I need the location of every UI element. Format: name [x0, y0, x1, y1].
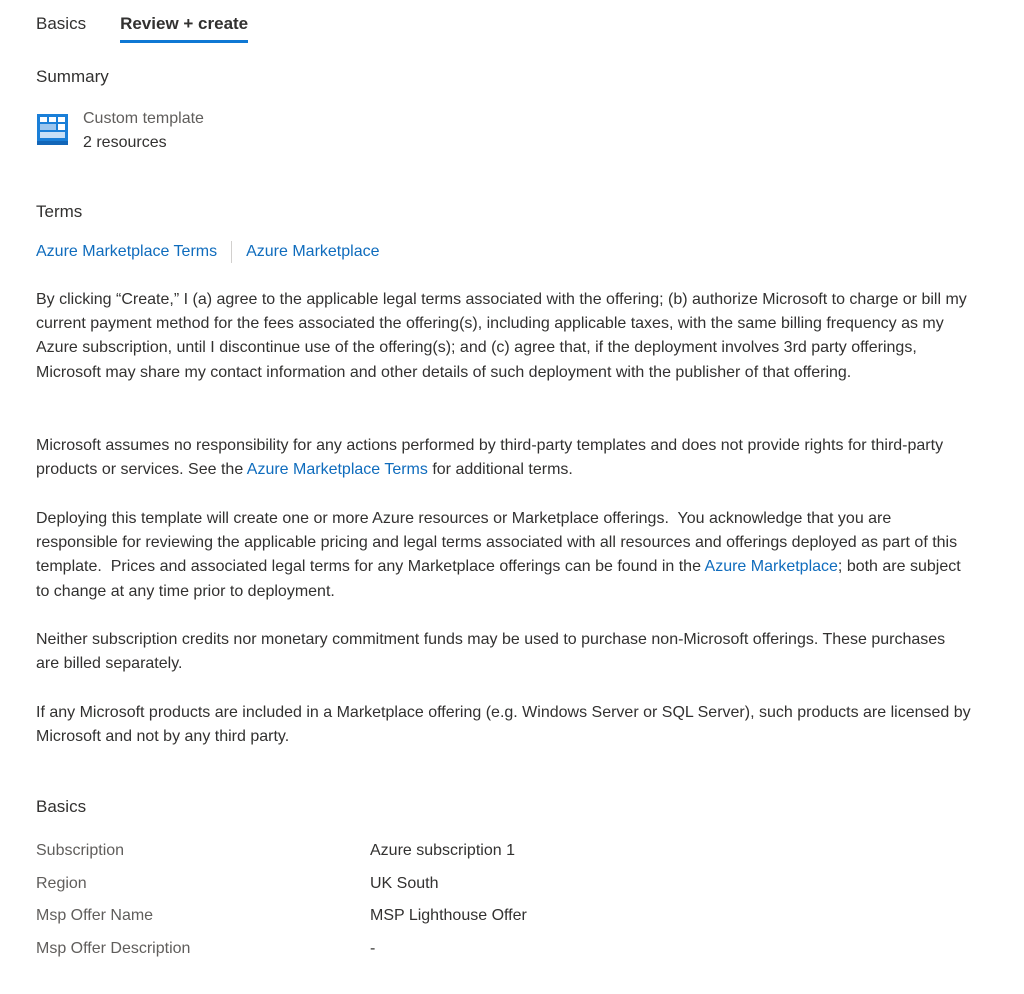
azure-marketplace-link[interactable]: Azure Marketplace	[246, 243, 380, 260]
detail-row-subscription	[36, 835, 527, 868]
detail-value: -	[370, 939, 376, 957]
custom-template-icon	[37, 114, 68, 145]
terms-paragraph-deploying	[36, 507, 971, 604]
tab-bar	[36, 12, 282, 43]
azure-marketplace-terms-inline-link[interactable]: Azure Marketplace Terms	[246, 461, 428, 479]
text: Microsoft assumes no responsibility for any actions performed by third-party templates and does not provide rights for third-party products or services. See the	[36, 437, 944, 479]
detail-label: Msp Offer Description	[36, 939, 191, 957]
basics-details	[36, 835, 527, 965]
resource-count: 2 resources	[83, 134, 167, 151]
detail-label: Subscription	[36, 842, 125, 860]
terms-paragraph-create: By clicking “Create,” I (a) agree to the applicable legal terms associated with the offering; (b) authorize Microsoft to charge or bill my current payment method for the fees associated the offering(s), including applicable taxes, with the same billing frequency as my Azure subscription, until I discontinue use of the offering(s); and (c) agree that, if the deployment involves 3rd party offerings, Microsoft may share my contact information and other details of such deployment with the publisher of that offering.	[36, 291, 967, 381]
basics-heading: Basics	[36, 797, 87, 816]
text: for additional terms.	[427, 461, 573, 479]
detail-row-offer-name	[36, 900, 527, 933]
terms-paragraph-credits: Neither subscription credits nor monetary commitment funds may be used to purchase non-Microsoft offerings. These purchases are billed separately.	[36, 631, 946, 673]
terms-links	[36, 240, 380, 264]
detail-label: Msp Offer Name	[36, 907, 154, 925]
azure-marketplace-terms-link[interactable]: Azure Marketplace Terms	[36, 243, 218, 260]
detail-label: Region	[36, 874, 87, 892]
terms-heading: Terms	[36, 202, 83, 221]
text: Deploying this template will create one or more Azure resources or Marketplace offerings. You acknowledge that you are responsible for reviewing the applicable pricing and legal terms associated with all resources and offerings deployed as part of this template. Prices and associated legal terms for any Marketplace offerings can be found in the	[36, 510, 958, 576]
detail-value: UK South	[370, 874, 439, 892]
tab-basics[interactable]: Basics	[36, 14, 87, 33]
template-name: Custom template	[83, 110, 204, 127]
detail-row-offer-description	[36, 933, 527, 966]
summary-item	[37, 107, 204, 155]
detail-value: MSP Lighthouse Offer	[370, 907, 527, 925]
summary-text	[83, 107, 204, 155]
summary-heading: Summary	[36, 67, 109, 86]
terms-paragraph-responsibility	[36, 434, 971, 482]
terms-paragraph-licensing: If any Microsoft products are included in a Marketplace offering (e.g. Windows Server or SQL Server), such products are licensed by Microsoft and not by any third party.	[36, 704, 971, 746]
tab-review-create[interactable]: Review + create	[120, 12, 248, 43]
detail-row-region	[36, 868, 527, 901]
detail-value: Azure subscription 1	[370, 842, 515, 860]
text: ; both are subject to change at any time prior to deployment.	[36, 558, 961, 600]
link-divider	[231, 241, 232, 263]
azure-marketplace-inline-link[interactable]: Azure Marketplace	[704, 558, 838, 576]
